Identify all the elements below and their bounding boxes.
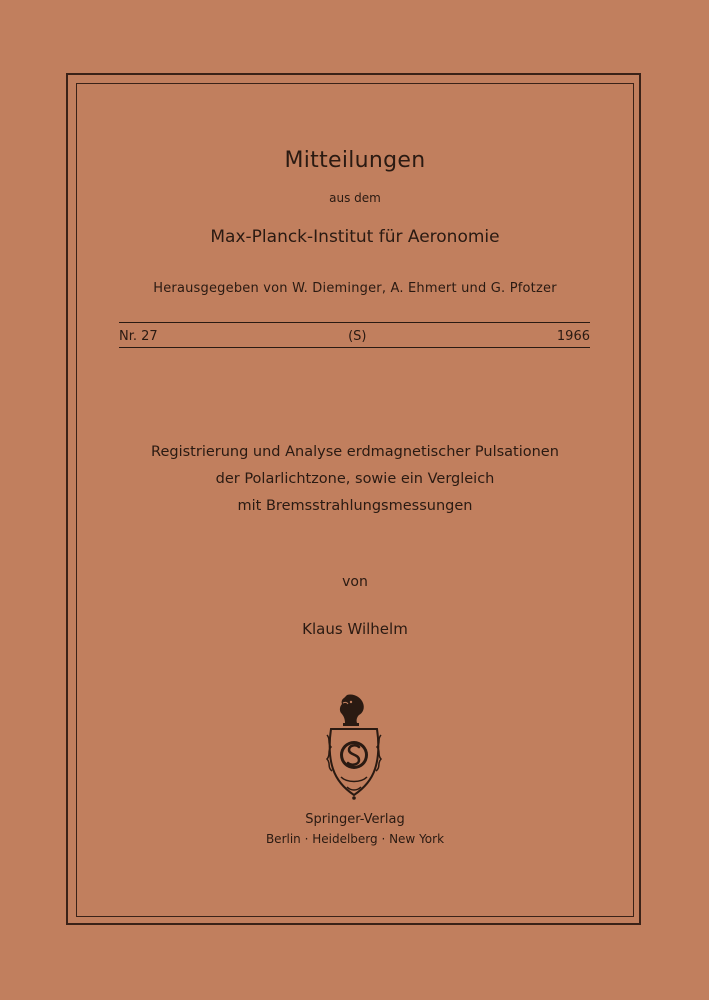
- work-title: [76, 439, 634, 520]
- work-title-line: mit Bremsstrahlungsmessungen: [237, 498, 473, 514]
- issue-year: 1966: [556, 328, 590, 344]
- issue-rule-top: [119, 322, 590, 323]
- issue-rule-bottom: [119, 347, 590, 348]
- author-name: Klaus Wilhelm: [302, 620, 408, 638]
- issue-number: Nr. 27: [119, 328, 158, 344]
- work-title-line: der Polarlichtzone, sowie ein Vergleich: [215, 471, 495, 487]
- springer-knight-logo-icon: [323, 693, 385, 801]
- issue-row: [119, 327, 590, 345]
- institute-name: Max-Planck-Institut für Aeronomie: [210, 227, 500, 247]
- series-subtitle: aus dem: [329, 191, 381, 205]
- publisher-name: Springer-Verlag: [305, 812, 405, 827]
- series-title: Mitteilungen: [284, 148, 426, 173]
- work-title-line: Registrierung und Analyse erdmagnetischer Pulsationen: [151, 444, 559, 460]
- publisher-places: Berlin · Heidelberg · New York: [265, 832, 445, 846]
- issue-code: (S): [348, 328, 367, 344]
- by-label: von: [342, 574, 368, 590]
- editors-line: Herausgegeben von W. Dieminger, A. Ehmert und G. Pfotzer: [153, 281, 557, 296]
